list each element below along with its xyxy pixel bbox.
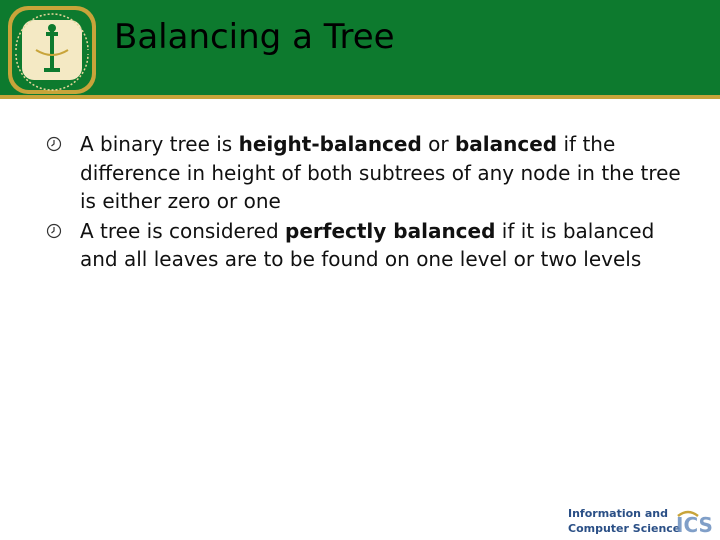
department-logo-line1: Information and xyxy=(568,507,668,520)
clock-icon xyxy=(46,223,62,239)
bullet-text xyxy=(80,132,681,213)
department-logo-line2: Computer Science xyxy=(568,522,681,535)
bullet-text-part: if it is balanced and all leaves are to be found on one level or two levels xyxy=(80,218,655,271)
clock-icon xyxy=(46,136,62,152)
bullet-item xyxy=(46,217,686,274)
bullet-text-part: A tree is considered xyxy=(80,218,285,243)
header-accent-line xyxy=(0,95,720,99)
university-seal-icon xyxy=(6,4,98,96)
bullet-text-part: if the difference in height of both subtrees of any node in the tree is either zero or one xyxy=(80,132,681,213)
department-logo-mark: ICS xyxy=(676,513,713,537)
bullet-text xyxy=(80,219,654,272)
bullet-item xyxy=(46,130,686,216)
bullet-text-part: or xyxy=(421,132,455,156)
university-logo xyxy=(6,4,98,96)
slide-title: Balancing a Tree xyxy=(114,17,395,57)
bullet-list xyxy=(46,130,686,275)
bullet-text-bold: height-balanced xyxy=(238,132,422,156)
bullet-text-bold: perfectly balanced xyxy=(285,218,496,243)
bullet-text-bold: balanced xyxy=(454,132,558,156)
bullet-text-part: A binary tree is xyxy=(80,132,239,156)
department-logo xyxy=(566,502,716,538)
